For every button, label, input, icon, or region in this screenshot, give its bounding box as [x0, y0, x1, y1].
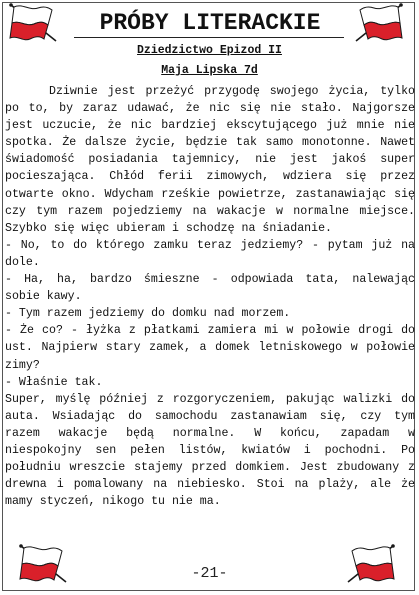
article-author: Maja Lipska 7d [161, 64, 258, 77]
paragraph: - Ha, ha, bardzo śmieszne - odpowiada tata, nalewając sobie kawy. [5, 273, 415, 304]
paragraph: Dziwnie jest przeżyć przygodę swojego życia, tylko po to, by zaraz udawać, że nic się nie stało. Najgorsze jest uczucie, że nic bardziej ekscytującego już mnie nie spotka. Że dalsze życie, będzie tak samo monotonne. Nawet świadomość posiadania tajemnicy, nie jest jakoś super pocieszająca. Chłód ferii zimowych, wdziera się przez otwarte okno. Wdycham rześkie powietrze, zastanawiając się czy tym razem pojedziemy na wakacje w normalne miejsce. Szybko się więc ubieram i schodzę na śniadanie. [5, 85, 415, 235]
paragraph: - Właśnie tak. [5, 375, 103, 389]
polish-flag-icon [8, 3, 60, 43]
section-title-rule [74, 37, 344, 38]
article-body [5, 83, 415, 510]
paragraph: Super, myślę później z rozgoryczeniem, pakując walizki do auta. Wsiadając do samochodu zastanawiam się, czy tym razem wakacje będą normalne. W końcu, zapadam w niespokojny sen pełen listów, kwiatów i pochodni. Po południu wreszcie stajemy przed domkiem. Jest zbudowany z drewna i pomalowany na niebiesko. Stoi na plaży, ale że mamy styczeń, nikogo tu nie ma. [5, 392, 415, 509]
article-title: Dziedzictwo Epizod II [137, 44, 282, 57]
paragraph: - No, to do którego zamku teraz jedziemy? - pytam już na dole. [5, 238, 415, 269]
polish-flag-icon [352, 3, 404, 43]
section-title: PRÓBY LITERACKIE [99, 10, 321, 36]
page-number: -21- [191, 565, 228, 582]
paragraph: - Tym razem jedziemy do domku nad morzem. [5, 307, 291, 321]
paragraph: - Że co? - łyżka z płatkami zamiera mi w połowie drogi do ust. Najpierw stary zamek, a domek letniskowego w połowie zimy? [5, 324, 415, 372]
